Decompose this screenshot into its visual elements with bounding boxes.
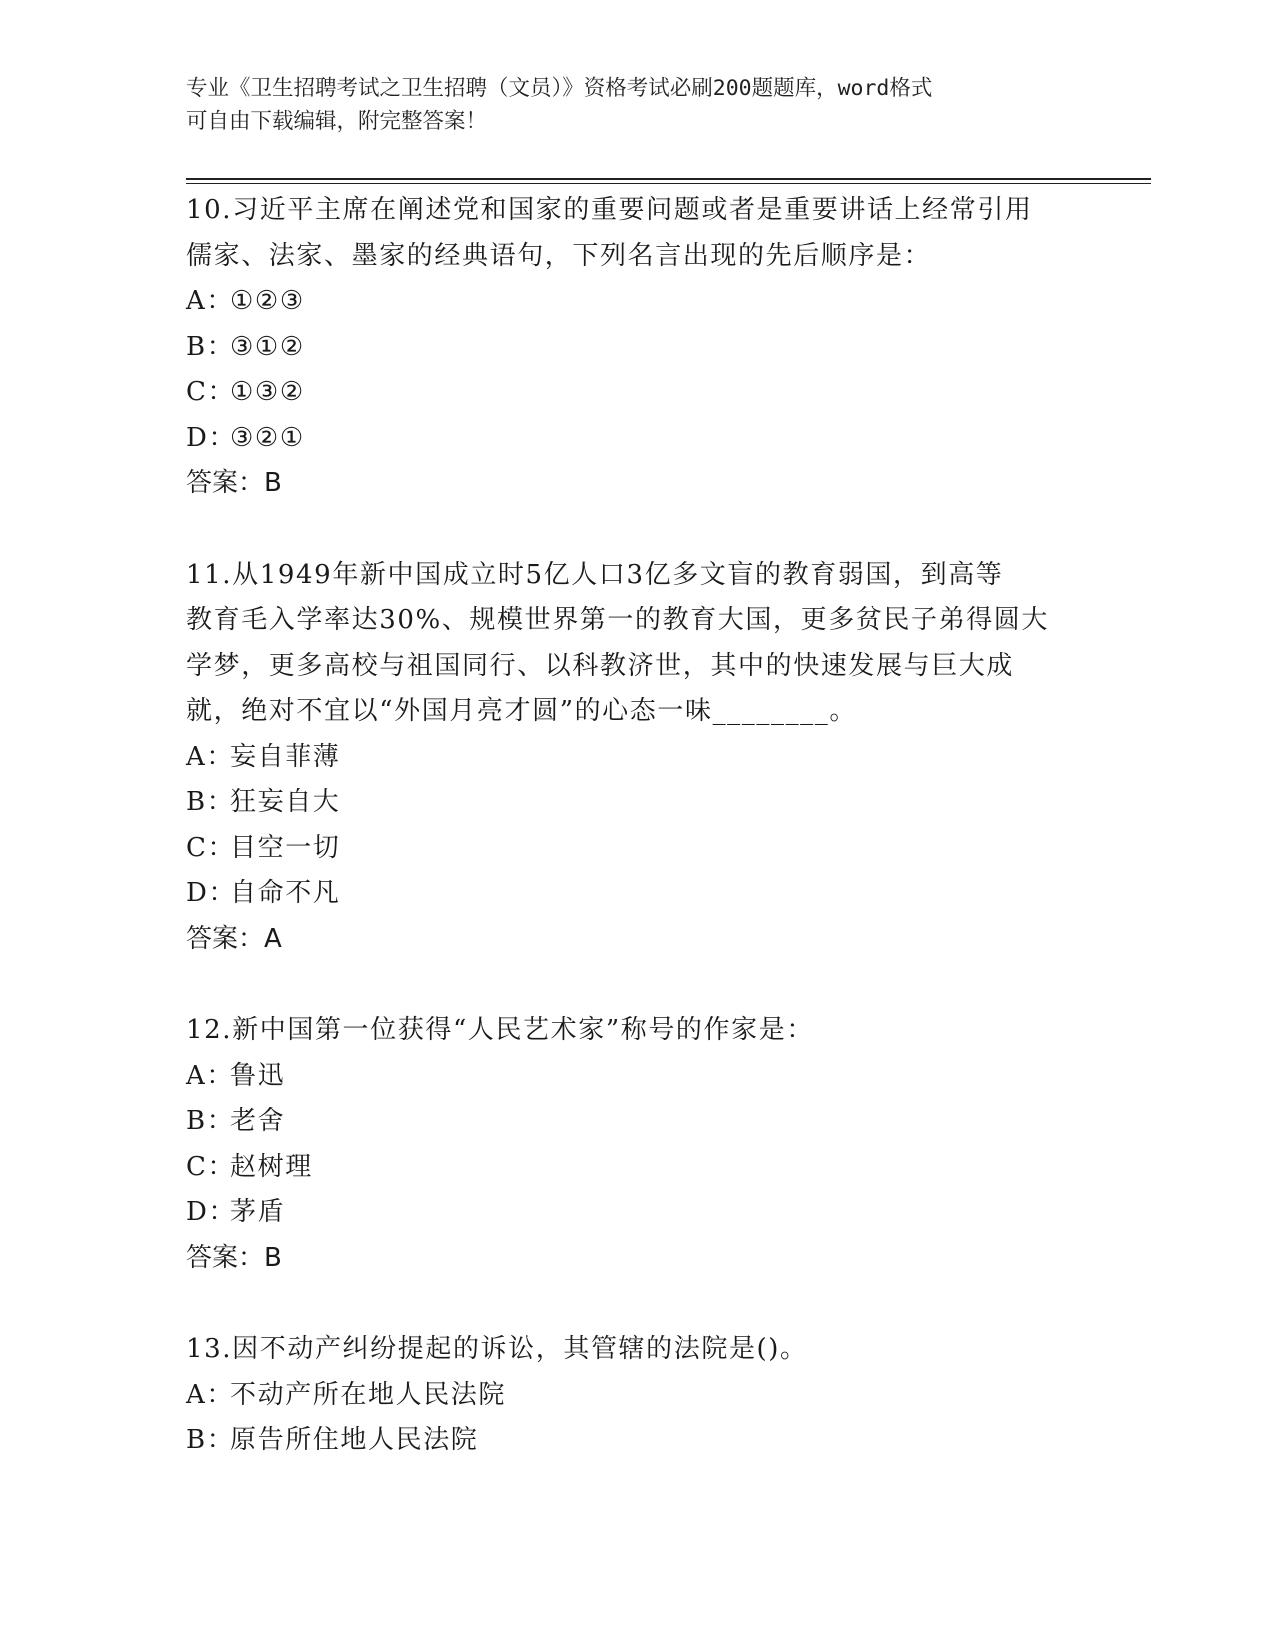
answer-line: 答案：B xyxy=(186,468,282,498)
option-a: A：①②③ xyxy=(186,286,305,316)
option-b: B：狂妄自大 xyxy=(186,787,341,817)
option-d: D：茅盾 xyxy=(186,1197,286,1227)
header-rule-thick xyxy=(186,178,1151,180)
question-stem: 10.习近平主席在阐述党和国家的重要问题或者是重要讲话上经常引用 儒家、法家、墨家的经典语句，下列名言出现的先后顺序是： xyxy=(186,195,1033,271)
option-b: B：原告所住地人民法院 xyxy=(186,1425,479,1455)
answer-line: 答案：A xyxy=(186,923,282,954)
option-d: D：自命不凡 xyxy=(186,878,341,908)
header-line-1: 专业《卫生招聘考试之卫生招聘（文员）》资格考试必刷200题题库，word格式 xyxy=(186,76,933,101)
question-stem: 11.从1949年新中国成立时5亿人口3亿多文盲的教育弱国，到高等 教育毛入学率达30%、规模世界第一的教育大国，更多贫民子弟得圆大 学梦，更多高校与祖国同行、以科教济世，其中的快速发展与巨大成 就，绝对不宜以“外国月亮才圆”的心态一味________。 xyxy=(186,559,1049,726)
option-a: A：鲁迅 xyxy=(186,1060,286,1091)
question-stem: 13.因不动产纠纷提起的诉讼，其管辖的法院是()。 xyxy=(186,1334,808,1364)
question-11 xyxy=(186,553,1146,963)
question-stem: 12.新中国第一位获得“人民艺术家”称号的作家是： xyxy=(186,1015,814,1045)
header-line-2: 可自由下载编辑，附完整答案！ xyxy=(186,109,488,134)
option-d: D：③②① xyxy=(186,422,305,453)
question-12 xyxy=(186,1008,1146,1281)
question-list xyxy=(186,188,1146,1510)
answer-line: 答案：B xyxy=(186,1242,282,1273)
question-13 xyxy=(186,1327,1146,1464)
option-c: C：赵树理 xyxy=(186,1151,313,1182)
option-a: A：不动产所在地人民法院 xyxy=(186,1379,507,1410)
header-rule-thin xyxy=(186,183,1151,184)
document-page xyxy=(186,0,1146,1650)
option-a: A：妄自菲薄 xyxy=(186,741,341,772)
question-10 xyxy=(186,188,1146,507)
document-header xyxy=(186,72,1086,138)
option-b: B：③①② xyxy=(186,331,305,362)
option-c: C：目空一切 xyxy=(186,832,341,863)
option-b: B：老舍 xyxy=(186,1106,286,1136)
option-c: C：①③② xyxy=(186,377,305,407)
